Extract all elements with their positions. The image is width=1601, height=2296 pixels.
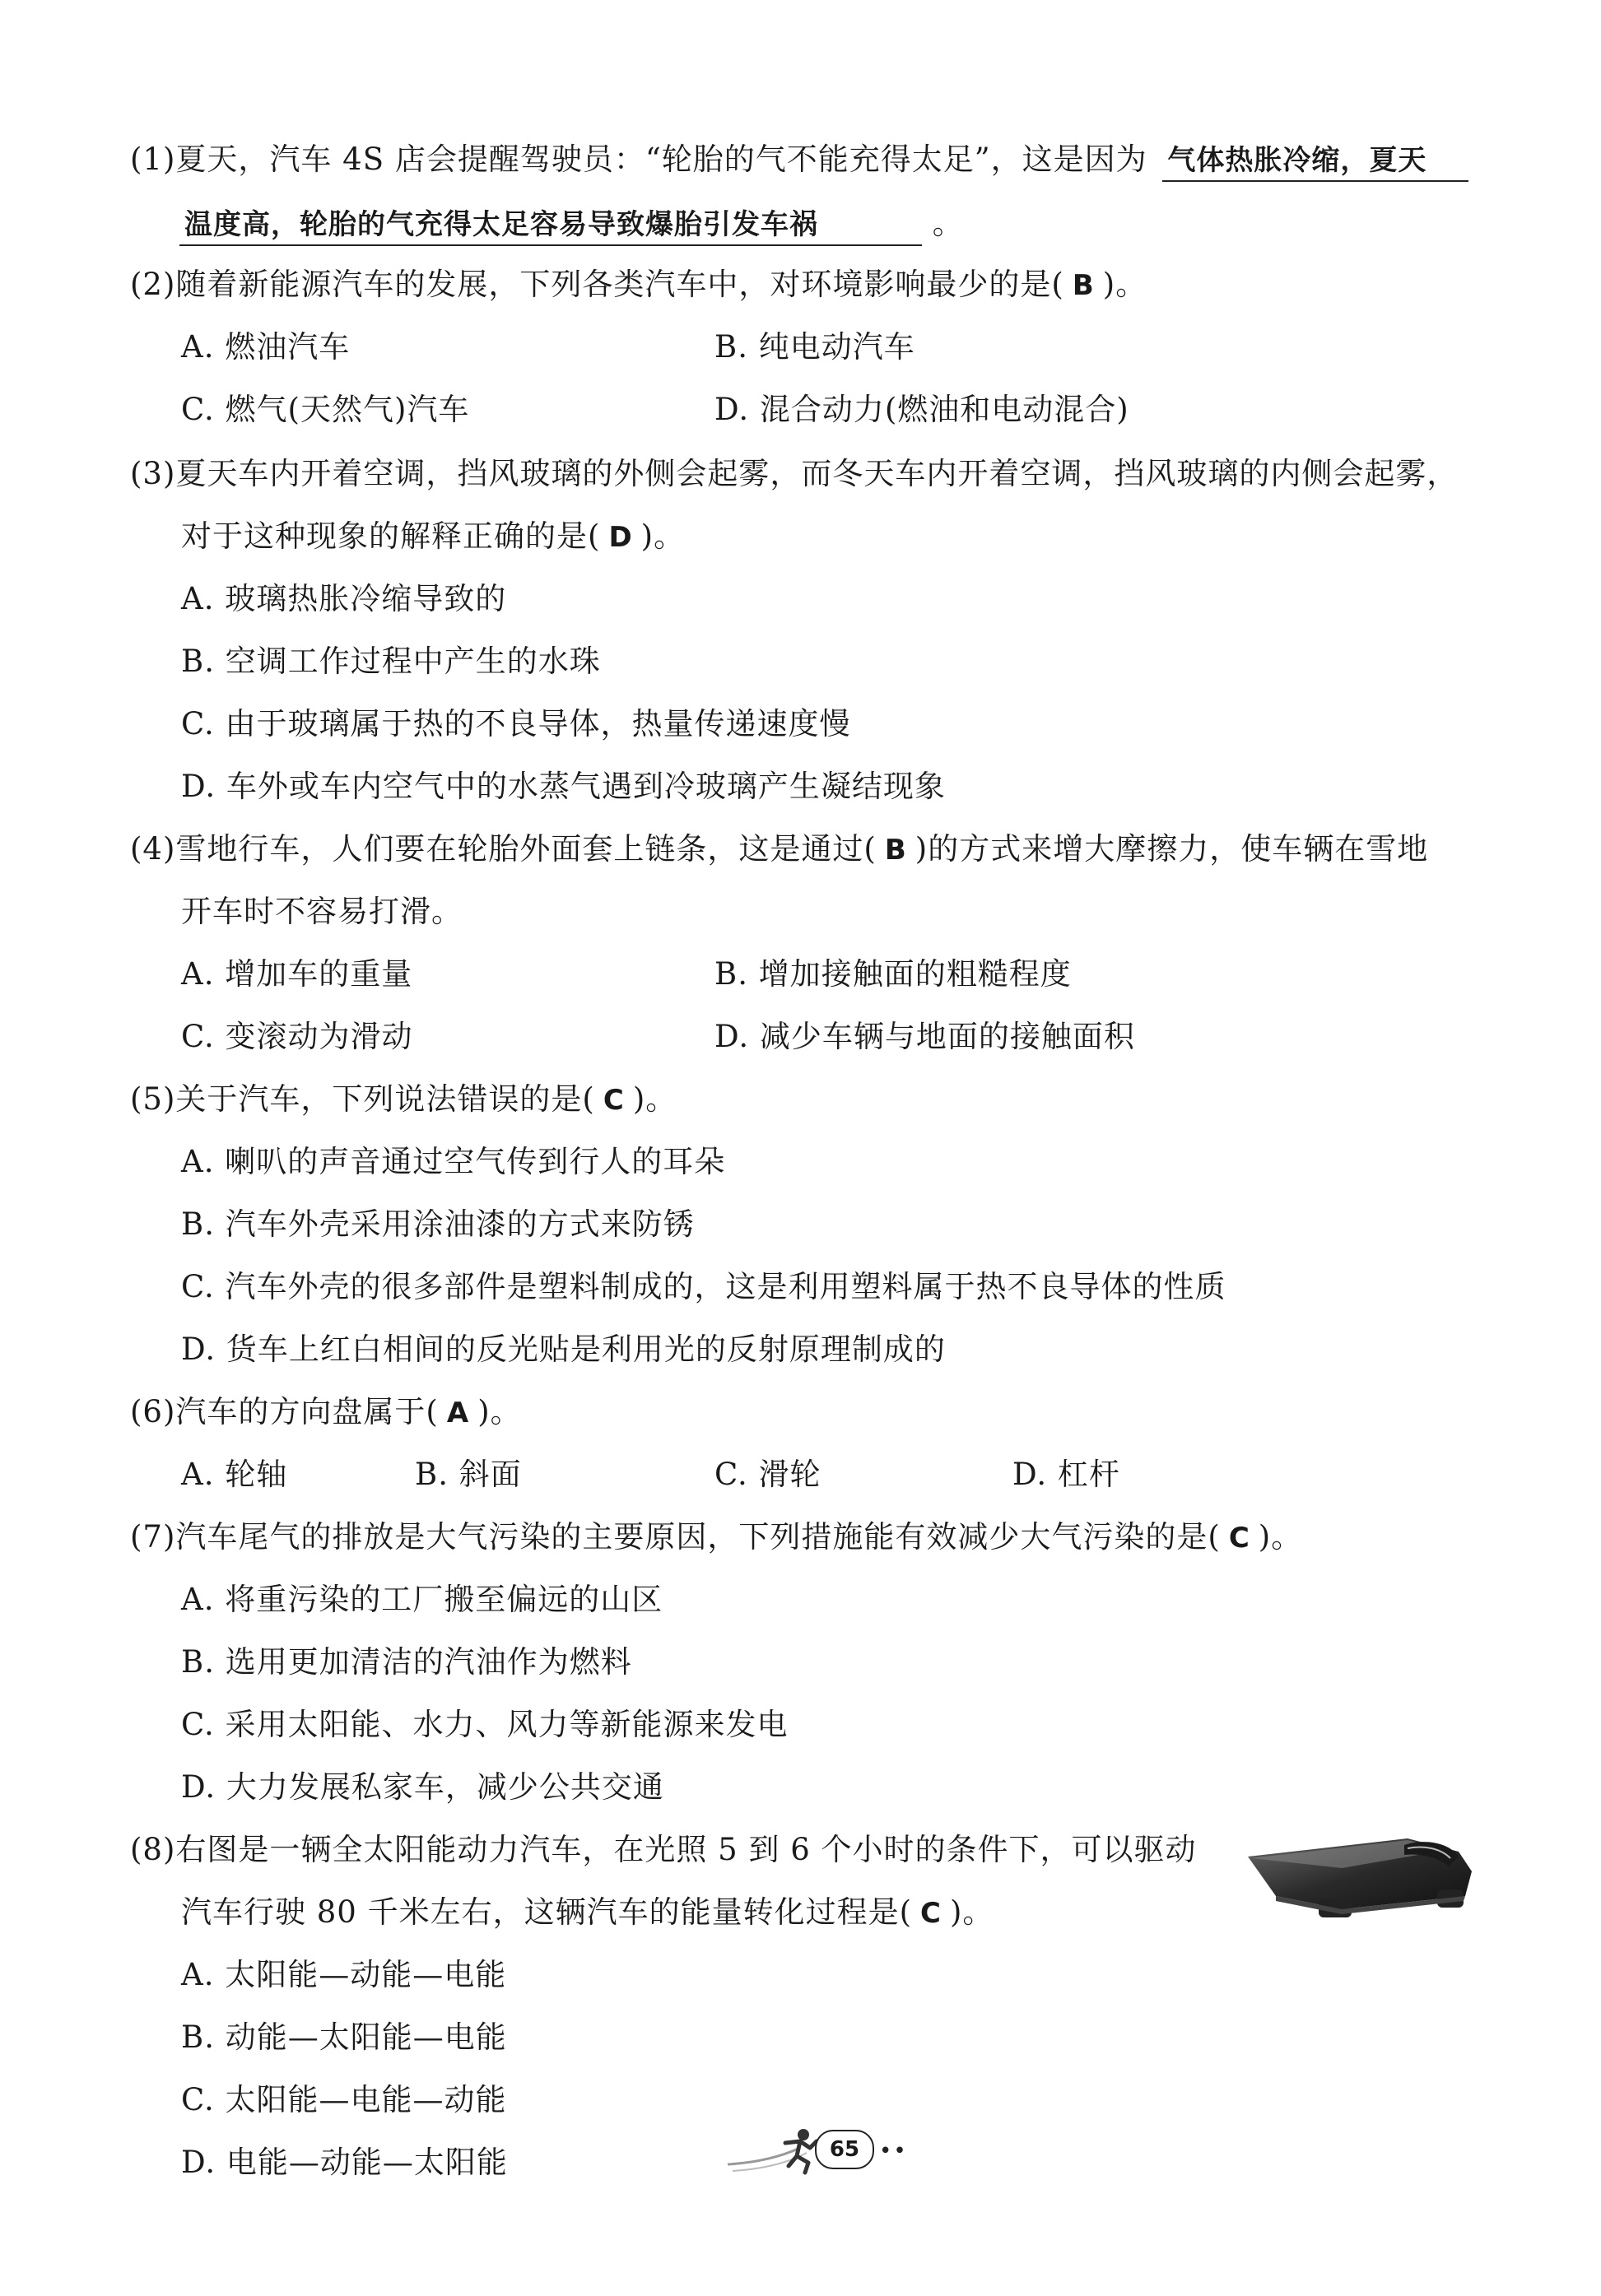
q5-option-c: C. 汽车外壳的很多部件是塑料制成的，这是利用塑料属于热不良导体的性质	[181, 1269, 1226, 1304]
q3-option-d: D. 车外或车内空气中的水蒸气遇到冷玻璃产生凝结现象	[181, 769, 946, 804]
q4-text: (4)雪地行车，人们要在轮胎外面套上链条，这是通过(	[130, 831, 877, 867]
q3-stem-line1: (3)夏天车内开着空调，挡风玻璃的外侧会起雾，而冬天车内开着空调，挡风玻璃的内侧会起雾，	[130, 456, 1459, 491]
q3-text-end: )。	[640, 518, 686, 554]
q5-text: (5)关于汽车，下列说法错误的是(	[130, 1081, 595, 1117]
q7-option-a: A. 将重污染的工厂搬至偏远的山区	[181, 1582, 663, 1617]
q1-answer-part2: 温度高，轮胎的气充得太足容易导致爆胎引发车祸	[179, 207, 922, 246]
q2-text-end: )。	[1102, 267, 1147, 302]
q3-text: 对于这种现象的解释正确的是(	[181, 518, 601, 554]
q6-option-b: B. 斜面	[415, 1457, 522, 1492]
q5-option-a: A. 喇叭的声音通过空气传到行人的耳朵	[181, 1144, 726, 1179]
q8-answer: C	[920, 1897, 942, 1930]
q1-answer-part1: 气体热胀冷缩，夏天	[1162, 142, 1468, 182]
q4-text-end: )的方式来增大摩擦力，使车辆在雪地	[915, 831, 1429, 867]
q4-option-a: A. 增加车的重量	[181, 956, 413, 992]
q8-text-end: )。	[950, 1894, 994, 1930]
q2-stem	[130, 265, 1147, 305]
q4-stem-line2: 开车时不容易打滑。	[181, 894, 463, 929]
q3-answer: D	[608, 521, 633, 554]
q1-text: (1)夏天，汽车 4S 店会提醒驾驶员：“轮胎的气不能充得太足”，这是因为	[130, 142, 1147, 177]
q3-option-b: B. 空调工作过程中产生的水珠	[181, 644, 601, 679]
q5-option-d: D. 货车上红白相间的反光贴是利用光的反射原理制成的	[181, 1332, 946, 1367]
q1-line1	[130, 140, 1468, 182]
q7-option-c: C. 采用太阳能、水力、风力等新能源来发电	[181, 1707, 789, 1742]
q7-stem	[130, 1517, 1302, 1558]
solar-car-image	[1243, 1820, 1478, 1923]
q3-option-a: A. 玻璃热胀冷缩导致的	[181, 581, 507, 616]
q8-option-d: D. 电能—动能—太阳能	[181, 2145, 508, 2180]
q4-option-c: C. 变滚动为滑动	[181, 1019, 413, 1054]
q2-answer: B	[1072, 269, 1095, 302]
q5-stem	[130, 1080, 677, 1120]
q7-option-d: D. 大力发展私家车，减少公共交通	[181, 1769, 664, 1805]
q6-text: (6)汽车的方向盘属于(	[130, 1394, 439, 1429]
q2-option-a: A. 燃油汽车	[181, 329, 351, 365]
q2-option-d: D. 混合动力(燃油和电动混合)	[714, 392, 1129, 427]
q4-answer: B	[884, 834, 907, 867]
q8-option-a: A. 太阳能—动能—电能	[181, 1957, 507, 1992]
page-number: 65	[815, 2130, 874, 2169]
q6-text-end: )。	[477, 1394, 522, 1429]
q5-text-end: )。	[632, 1081, 677, 1117]
q3-option-c: C. 由于玻璃属于热的不良导体，热量传递速度慢	[181, 706, 851, 741]
q2-option-c: C. 燃气(天然气)汽车	[181, 392, 470, 427]
q7-option-b: B. 选用更加清洁的汽油作为燃料	[181, 1644, 632, 1680]
q6-option-d: D. 杠杆	[1012, 1457, 1120, 1492]
q6-stem	[130, 1392, 522, 1433]
q5-answer: C	[603, 1084, 625, 1117]
q8-text: 汽车行驶 80 千米左右，这辆汽车的能量转化过程是(	[181, 1894, 913, 1930]
q6-answer: A	[446, 1397, 470, 1429]
q5-option-b: B. 汽车外壳采用涂油漆的方式来防锈	[181, 1206, 695, 1242]
q7-answer: C	[1228, 1522, 1250, 1555]
q8-option-b: B. 动能—太阳能—电能	[181, 2019, 507, 2055]
q4-option-b: B. 增加接触面的粗糙程度	[714, 956, 1072, 992]
q2-text: (2)随着新能源汽车的发展，下列各类汽车中，对环境影响最少的是(	[130, 267, 1064, 302]
q3-stem-line2	[181, 517, 685, 557]
q6-option-c: C. 滑轮	[714, 1457, 821, 1492]
footer-dots: ••	[879, 2139, 908, 2164]
q7-text-end: )。	[1258, 1519, 1303, 1555]
q2-option-b: B. 纯电动汽车	[714, 329, 915, 365]
q4-stem-line1	[130, 830, 1428, 870]
q8-stem-line2	[181, 1893, 994, 1933]
q1-line2	[179, 204, 964, 246]
q1-end: 。	[932, 206, 964, 241]
q8-stem-line1: (8)右图是一辆全太阳能动力汽车，在光照 5 到 6 个小时的条件下，可以驱动	[130, 1832, 1197, 1867]
q6-option-a: A. 轮轴	[181, 1457, 288, 1492]
q8-option-c: C. 太阳能—电能—动能	[181, 2082, 507, 2117]
q7-text: (7)汽车尾气的排放是大气污染的主要原因，下列措施能有效减少大气污染的是(	[130, 1519, 1221, 1555]
q4-option-d: D. 减少车辆与地面的接触面积	[714, 1019, 1135, 1054]
